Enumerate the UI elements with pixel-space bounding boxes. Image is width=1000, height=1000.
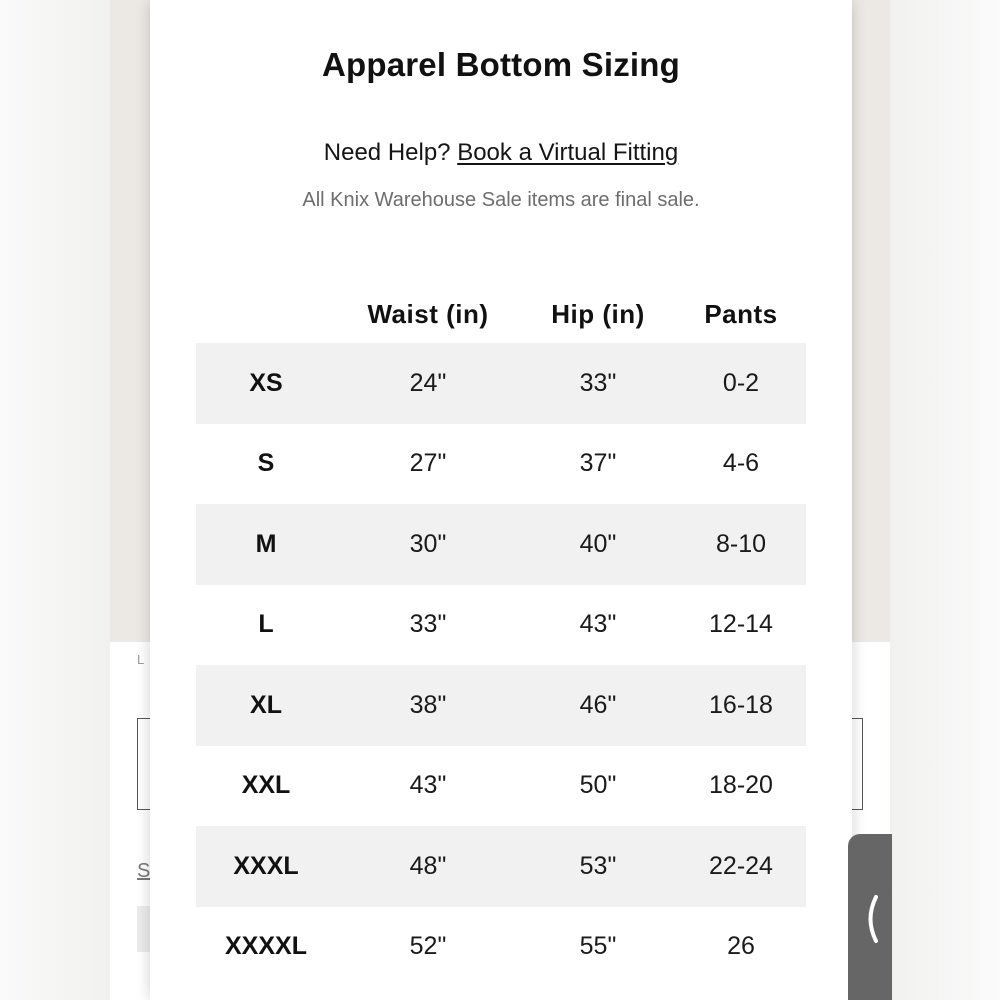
table-row — [196, 343, 806, 424]
background-link-fragment: S — [137, 860, 151, 882]
help-prefix: Need Help? — [323, 139, 451, 166]
pants-value: 4-6 — [722, 449, 760, 478]
background-right-panel — [890, 0, 1000, 1000]
waist-value: 33" — [409, 610, 447, 639]
table-row — [196, 585, 806, 666]
pants-value: 0-2 — [722, 368, 760, 397]
size-label: XS — [249, 368, 283, 397]
waist-value: 52" — [409, 932, 447, 961]
background-label-fragment: L — [137, 652, 145, 667]
side-panel-toggle-tab[interactable] — [848, 834, 892, 1000]
help-line — [150, 139, 852, 167]
hip-value: 46" — [579, 690, 617, 719]
pants-value: 12-14 — [709, 610, 773, 639]
waist-value: 27" — [409, 449, 447, 478]
pants-value: 22-24 — [709, 851, 773, 880]
hip-value: 53" — [579, 851, 617, 880]
size-label: L — [258, 610, 274, 639]
hip-value: 33" — [579, 368, 617, 397]
background-left-panel — [0, 0, 110, 1000]
hip-value: 43" — [579, 610, 617, 639]
size-label: XL — [250, 690, 282, 719]
size-table — [196, 285, 806, 987]
table-row — [196, 665, 806, 746]
size-label: M — [255, 529, 277, 558]
size-guide-modal — [150, 0, 852, 1000]
size-label: S — [257, 449, 275, 478]
pants-value: 8-10 — [715, 529, 767, 558]
table-row — [196, 746, 806, 827]
hip-value: 55" — [579, 932, 617, 961]
waist-value: 38" — [409, 690, 447, 719]
pants-value: 26 — [727, 932, 755, 961]
header-hip: Hip (in) — [551, 298, 645, 329]
modal-title: Apparel Bottom Sizing — [321, 46, 681, 83]
waist-value: 24" — [409, 368, 447, 397]
table-row — [196, 907, 806, 988]
table-row — [196, 424, 806, 505]
waist-value: 43" — [409, 771, 447, 800]
hip-value: 40" — [579, 529, 617, 558]
table-row — [196, 826, 806, 907]
waist-value: 48" — [409, 851, 447, 880]
size-label: XXXL — [233, 851, 299, 880]
table-row — [196, 504, 806, 585]
waist-value: 30" — [409, 529, 447, 558]
chevron-left-icon — [861, 894, 879, 944]
hip-value: 37" — [579, 449, 617, 478]
size-label: XXXXL — [225, 932, 307, 961]
size-label: XXL — [241, 771, 291, 800]
hip-value: 50" — [579, 771, 617, 800]
book-virtual-fitting-link[interactable]: Book a Virtual Fitting — [457, 139, 679, 166]
table-header-row — [196, 285, 806, 343]
pants-value: 16-18 — [709, 690, 773, 719]
final-sale-note: All Knix Warehouse Sale items are final sale. — [302, 189, 700, 211]
header-waist: Waist (in) — [367, 298, 489, 329]
header-pants: Pants — [704, 298, 778, 329]
pants-value: 18-20 — [709, 771, 773, 800]
